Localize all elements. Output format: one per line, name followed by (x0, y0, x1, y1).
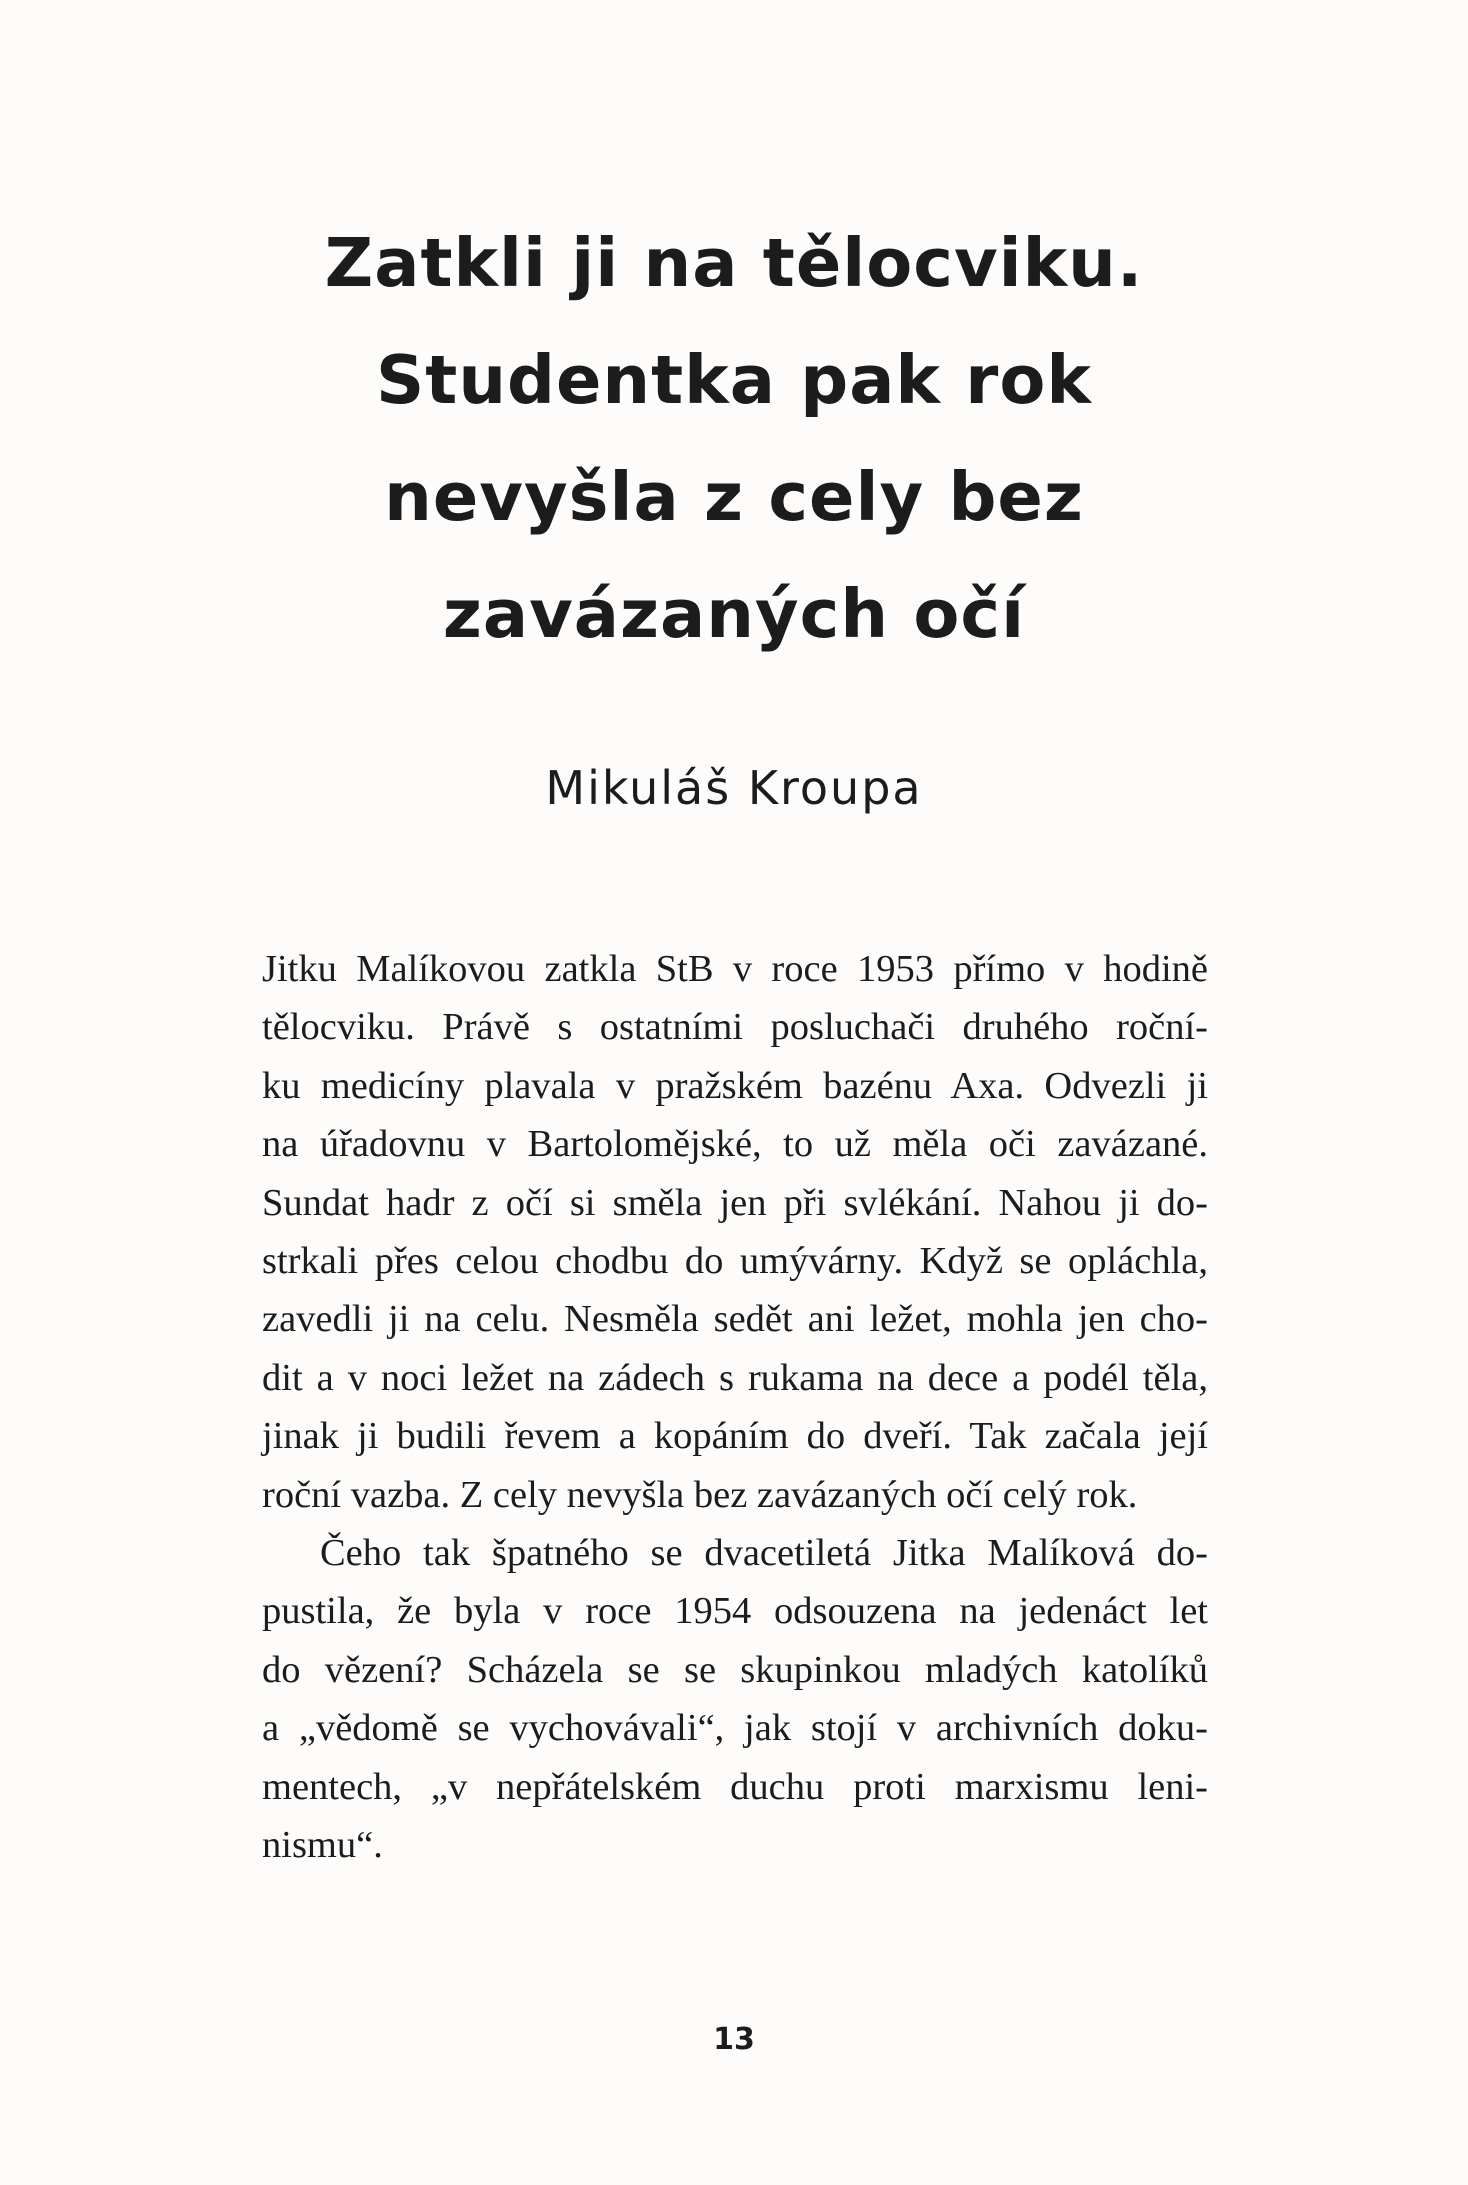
text-line: jinak ji budili řevem a kopáním do dveří. Tak začala její (262, 1415, 1208, 1458)
paragraph (262, 940, 1208, 1524)
text-line: pustila, že byla v roce 1954 odsouzena na jedenáct let (262, 1590, 1208, 1633)
author-name: Mikuláš Kroupa (545, 761, 923, 815)
text-line: dit a v noci ležet na zádech s rukama na dece a podél těla, (262, 1356, 1208, 1399)
text-line: do vězení? Scházela se se skupinkou mladých katolíků (262, 1648, 1208, 1691)
title-line: Zatkli ji na tělocviku. (324, 224, 1144, 302)
text-line: Jitku Malíkovou zatkla StB v roce 1953 přímo v hodině (262, 948, 1208, 990)
page-number: 13 (713, 2022, 755, 2057)
text-line: nismu“. (262, 1824, 383, 1867)
text-line: zavedli ji na celu. Nesměla sedět ani ležet, mohla jen cho- (262, 1298, 1208, 1341)
title-line: zavázaných očí (442, 575, 1026, 653)
body-text (262, 940, 1208, 1875)
text-line: strkali přes celou chodbu do umývárny. Když se opláchla, (262, 1240, 1208, 1283)
text-line: Čeho tak špatného se dvacetiletá Jitka Malíková do- (320, 1532, 1208, 1575)
text-line: tělocviku. Právě s ostatními posluchači druhého roční- (262, 1006, 1208, 1049)
text-line: roční vazba. Z cely nevyšla bez zavázaných očí celý rok. (262, 1473, 1138, 1516)
text-line: ku medicíny plavala v pražském bazénu Axa. Odvezli ji (262, 1064, 1208, 1107)
paragraph (262, 1524, 1208, 1874)
text-line: mentech, „v nepřátelském duchu proti marxismu leni- (262, 1765, 1208, 1808)
title-line: Studentka pak rok (376, 341, 1092, 419)
text-line: a „vědomě se vychovávali“, jak stojí v archivních doku- (262, 1707, 1208, 1750)
text-line: na úřadovnu v Bartolomějské, to už měla oči zavázané. (262, 1123, 1208, 1166)
chapter-title (234, 205, 1234, 673)
text-line: Sundat hadr z očí si směla jen při svlékání. Nahou ji do- (262, 1181, 1208, 1224)
title-line: nevyšla z cely bez (384, 458, 1084, 536)
